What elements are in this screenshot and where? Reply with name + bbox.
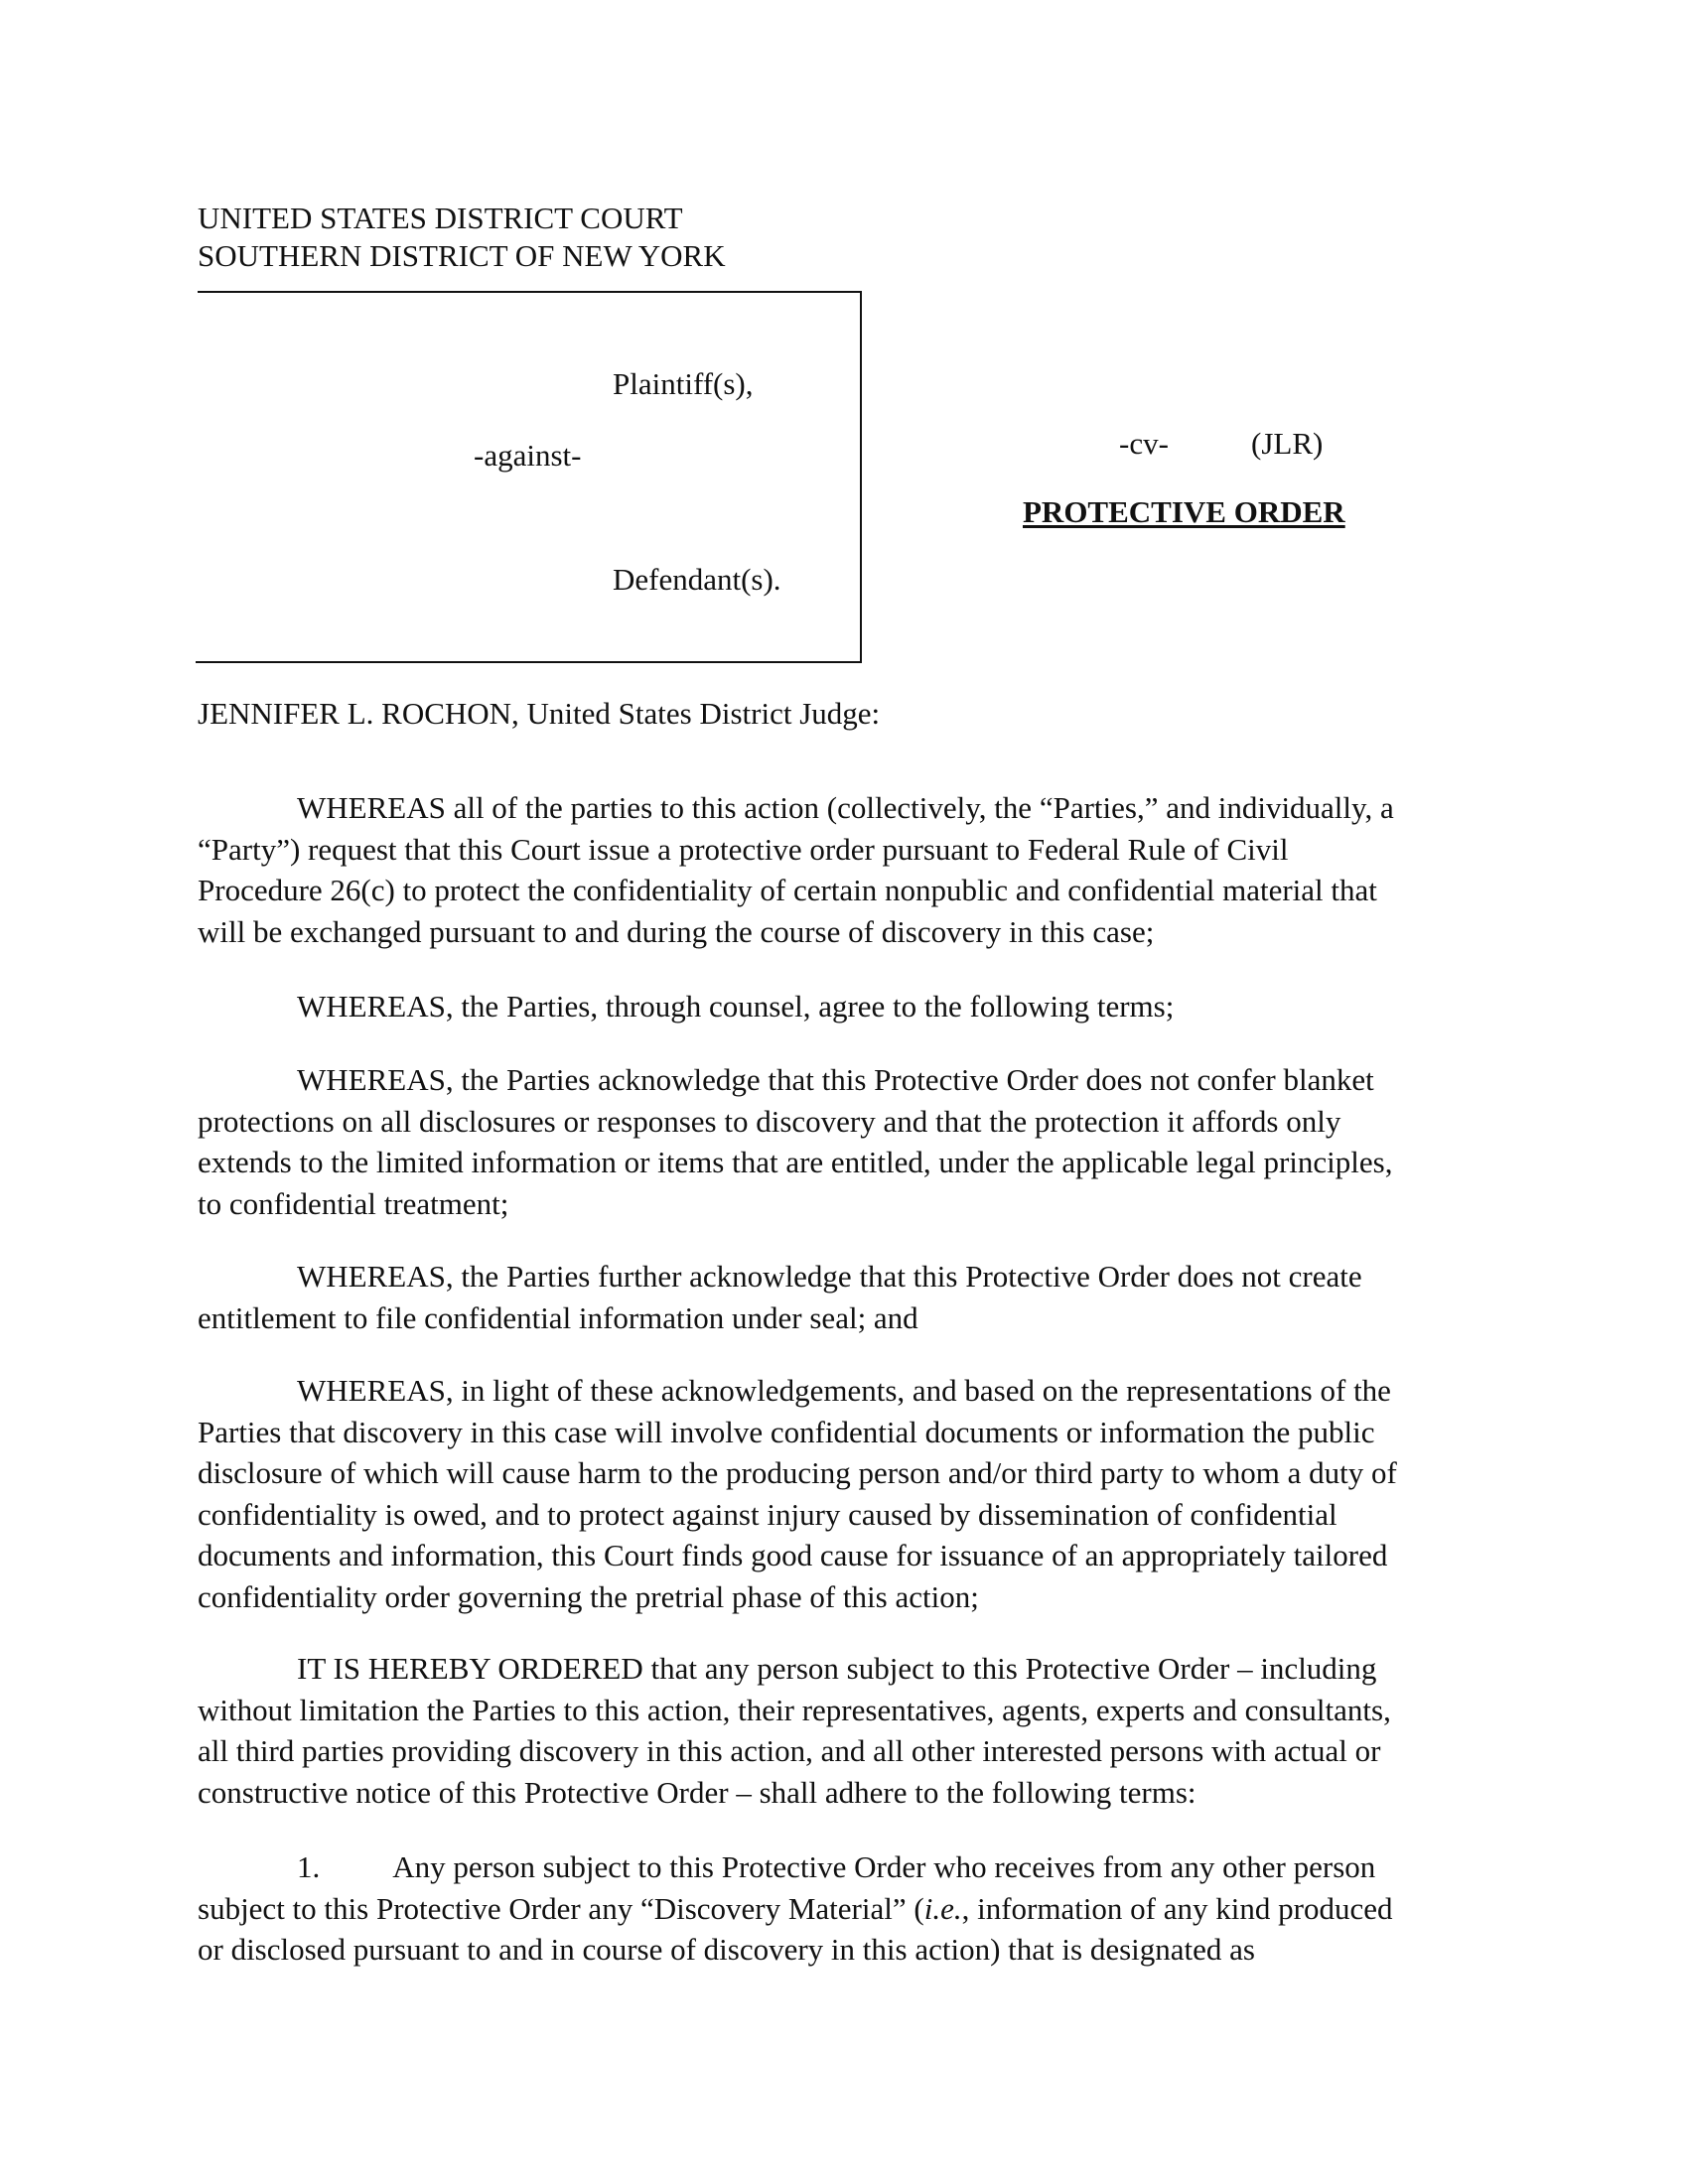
case-judge-initials: (JLR) [1251, 426, 1324, 461]
paragraph-line: WHEREAS, the Parties, through counsel, agree to the following terms; [297, 989, 1175, 1024]
paragraph-line: subject to this Protective Order any “Discovery Material” (i.e., information of any kind produced [198, 1890, 1393, 1926]
paragraph-line: WHEREAS all of the parties to this action (collectively, the “Parties,” and individually, a [297, 790, 1394, 825]
paragraph-line: IT IS HEREBY ORDERED that any person subject to this Protective Order – including [297, 1651, 1377, 1686]
paragraph-line: or disclosed pursuant to and in course of discovery in this action) that is designated as [198, 1932, 1255, 1967]
judge-line: JENNIFER L. ROCHON, United States District Judge: [198, 696, 881, 731]
whereas-paragraph-4 [198, 1256, 1493, 1338]
ordered-paragraph [198, 1648, 1493, 1813]
paragraph-line: extends to the limited information or items that are entitled, under the applicable legal principles, [198, 1145, 1393, 1179]
whereas-paragraph-5 [198, 1370, 1493, 1617]
italic-ie: i.e. [923, 1890, 962, 1926]
paragraph-line: WHEREAS, the Parties further acknowledge that this Protective Order does not create [297, 1259, 1362, 1294]
plaintiff-label: Plaintiff(s), [613, 366, 754, 401]
paragraph-line: disclosure of which will cause harm to the producing person and/or third party to whom a duty of [198, 1455, 1397, 1490]
paragraph-line: without limitation the Parties to this action, their representatives, agents, experts and consultants, [198, 1692, 1391, 1727]
document-title: PROTECTIVE ORDER [1023, 494, 1345, 529]
whereas-paragraph-3 [198, 1059, 1493, 1224]
paragraph-line: protections on all disclosures or responses to discovery and that the protection it affords only [198, 1103, 1341, 1139]
paragraph-line: confidentiality order governing the pretrial phase of this action; [198, 1578, 979, 1614]
paragraph-line: “Party”) request that this Court issue a protective order pursuant to Federal Rule of Civil [198, 831, 1289, 867]
paragraph-line: 1. Any person subject to this Protective Order who receives from any other person [297, 1849, 1376, 1884]
caption-box-right-rule [860, 291, 862, 662]
caption-box-bottom-rule [196, 661, 862, 663]
defendant-label: Defendant(s). [613, 562, 781, 597]
case-number-cv: -cv- [1119, 426, 1169, 461]
paragraph-line: documents and information, this Court finds good cause for issuance of an appropriately tailored [198, 1538, 1388, 1572]
paragraph-line: entitlement to file confidential information under seal; and [198, 1299, 918, 1335]
paragraph-line: Parties that discovery in this case will involve confidential documents or information the public [198, 1414, 1375, 1449]
against-label: -against- [474, 438, 582, 473]
paragraph-line: all third parties providing discovery in this action, and all other interested persons with actual or [198, 1733, 1381, 1768]
whereas-paragraph-2 [198, 986, 1493, 1027]
whereas-paragraph-1 [198, 787, 1493, 952]
numbered-paragraph-1 [198, 1846, 1493, 1971]
paragraph-line: WHEREAS, the Parties acknowledge that this Protective Order does not confer blanket [297, 1062, 1374, 1097]
court-district: SOUTHERN DISTRICT OF NEW YORK [198, 238, 726, 273]
paragraph-line: Procedure 26(c) to protect the confidentiality of certain nonpublic and confidential material that [198, 873, 1377, 907]
paragraph-line: will be exchanged pursuant to and during the course of discovery in this case; [198, 913, 1155, 949]
paragraph-line: WHEREAS, in light of these acknowledgements, and based on the representations of the [297, 1373, 1391, 1408]
court-name: UNITED STATES DISTRICT COURT [198, 201, 683, 235]
caption-box-top-rule [198, 291, 861, 293]
paragraph-number: 1. [297, 1849, 321, 1884]
paragraph-line: confidentiality is owed, and to protect against injury caused by dissemination of confidential [198, 1496, 1337, 1532]
paragraph-line: to confidential treatment; [198, 1185, 509, 1221]
paragraph-line: constructive notice of this Protective Order – shall adhere to the following terms: [198, 1774, 1196, 1810]
